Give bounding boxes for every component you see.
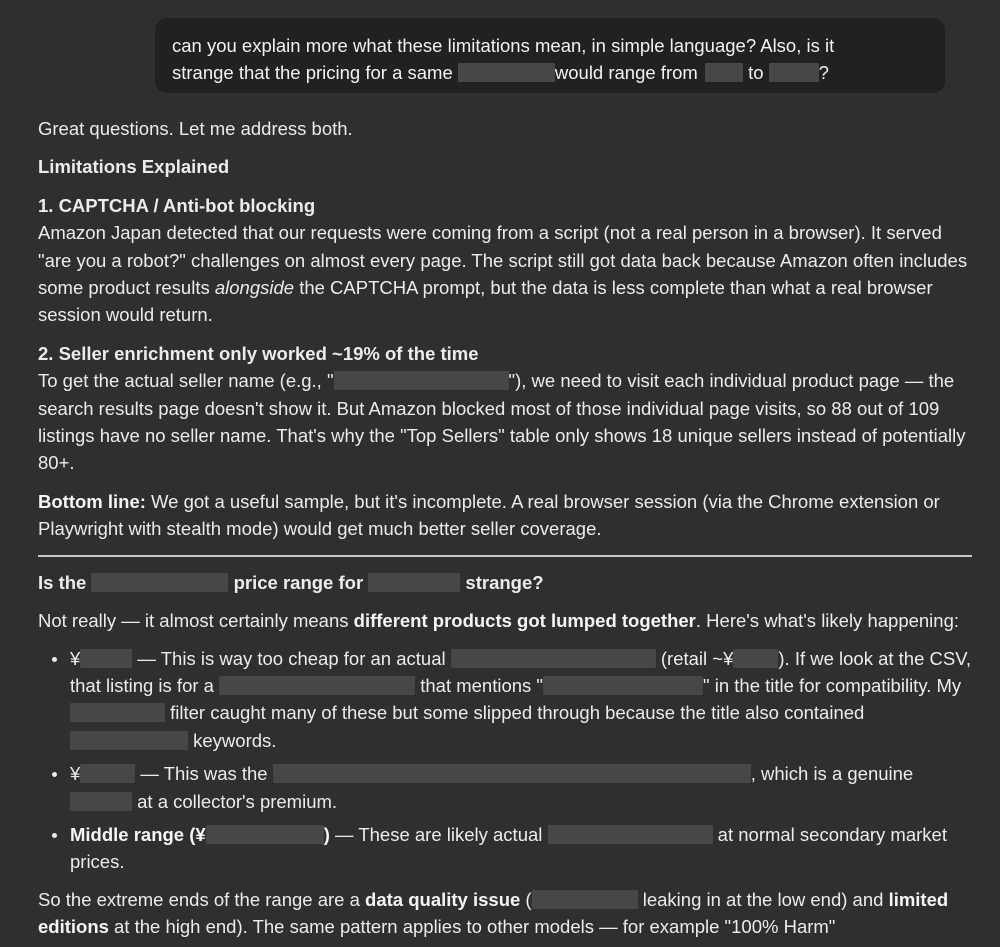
redacted-text [532,890,638,909]
text: (retail ~¥ [655,647,734,669]
redacted-text [368,573,460,592]
text: "), we need to visit each individual product page — the search results page doesn't show it. But Amazon blocked most of those individual page visits, so 88 out of 109 listings have no seller name. That's why the "Top Sellers" table only shows 18 unique sellers instead of potentially 80+. [38,370,966,474]
redacted-text [206,825,324,844]
text: Amazon Japan detected that our requests were coming from a script (not a real person in a browser). It served "are you a robot?" challenges on almost every page. The script still got data back because Amazon often includes some product results [38,222,968,299]
text: ( [520,888,532,910]
redacted-text [70,792,132,811]
assistant-intro: Great questions. Let me address both. [38,118,353,139]
list-item [70,760,973,815]
redacted-text [334,371,509,390]
user-text: would range from [554,62,698,83]
redacted-text [70,731,188,750]
text: Not really — it almost certainly means [38,610,354,632]
redacted-text [543,676,703,695]
text: To get the actual seller name (e.g., " [38,370,334,392]
text: leaking in at the low end) and [637,888,889,910]
section-heading-limitations: Limitations Explained [38,156,230,178]
text: We got a useful sample, but it's incomplete. A real browser session (via the Chrome extension or Playwright with stealth mode) would get much better seller coverage. [38,490,940,540]
limitation-text [38,219,973,329]
redacted-text [273,764,751,783]
bold-text: ) [323,823,330,845]
price-range-intro [38,607,973,634]
redacted-text [733,649,778,668]
user-text: strange that the pricing for a same [172,62,453,83]
text: price range for [228,571,369,593]
list-item [70,821,973,876]
bold-label: Bottom line: [38,490,146,512]
text: at a collector's premium. [132,790,338,812]
redacted-text [219,676,415,695]
text: filter caught many of these but some slipped through because the title also contained [165,702,865,724]
bold-text: different products got lumped together [353,610,696,632]
user-message-line-2 [172,59,929,86]
section-heading-price-range [38,569,973,596]
text: at normal secondary market prices. [70,823,947,873]
user-message-bubble [155,18,945,93]
text: — These are likely actual [329,823,548,845]
list-item [70,645,973,755]
text: ¥ [70,763,81,785]
user-message-line-1: can you explain more what these limitations mean, in simple language? Also, is it [172,35,835,56]
text: keywords. [188,729,277,751]
user-text: ? [818,62,829,83]
redacted-text [80,764,135,783]
assistant-message [38,115,973,941]
bold-text: limited editions [38,888,949,938]
limitation-item-seller-enrichment [38,340,973,477]
redacted-text [769,63,819,82]
user-text: to [748,62,764,83]
text: the CAPTCHA prompt, but the data is less complete than what a real browser session would return. [38,277,933,326]
redacted-text [548,825,713,844]
limitation-title: 1. CAPTCHA / Anti-bot blocking [38,194,316,216]
text: — This was the [135,763,273,785]
text: strange? [460,571,544,593]
text: Is the [38,571,92,593]
text: " in the title for compatibility. My [703,674,962,696]
text: , which is a genuine [750,763,914,785]
text: ¥ [70,647,81,669]
redacted-text [451,649,656,668]
conclusion-paragraph [38,886,973,941]
redacted-text [458,63,555,82]
text: ). If we look at the CSV, that listing is for a [70,647,972,696]
price-explanation-list [38,645,973,876]
bottom-line-paragraph [38,488,973,543]
redacted-text [80,649,132,668]
bold-text: data quality issue [365,888,521,910]
redacted-text [91,573,228,592]
text: — This is way too cheap for an actual [132,647,451,669]
text: . Here's what's likely happening: [695,610,960,632]
bold-text: Middle range (¥ [70,823,206,845]
limitation-item-captcha [38,192,973,329]
text: at the high end). The same pattern applies to other models — for example "100% Harm" [108,916,836,938]
limitation-title: 2. Seller enrichment only worked ~19% of the time [38,342,479,364]
redacted-text [705,63,743,82]
emphasis-text: alongside [214,277,295,299]
limitation-text [38,367,973,477]
section-divider [38,555,972,557]
text: that mentions " [415,674,544,696]
text: So the extreme ends of the range are a [38,888,366,910]
redacted-text [70,703,165,722]
